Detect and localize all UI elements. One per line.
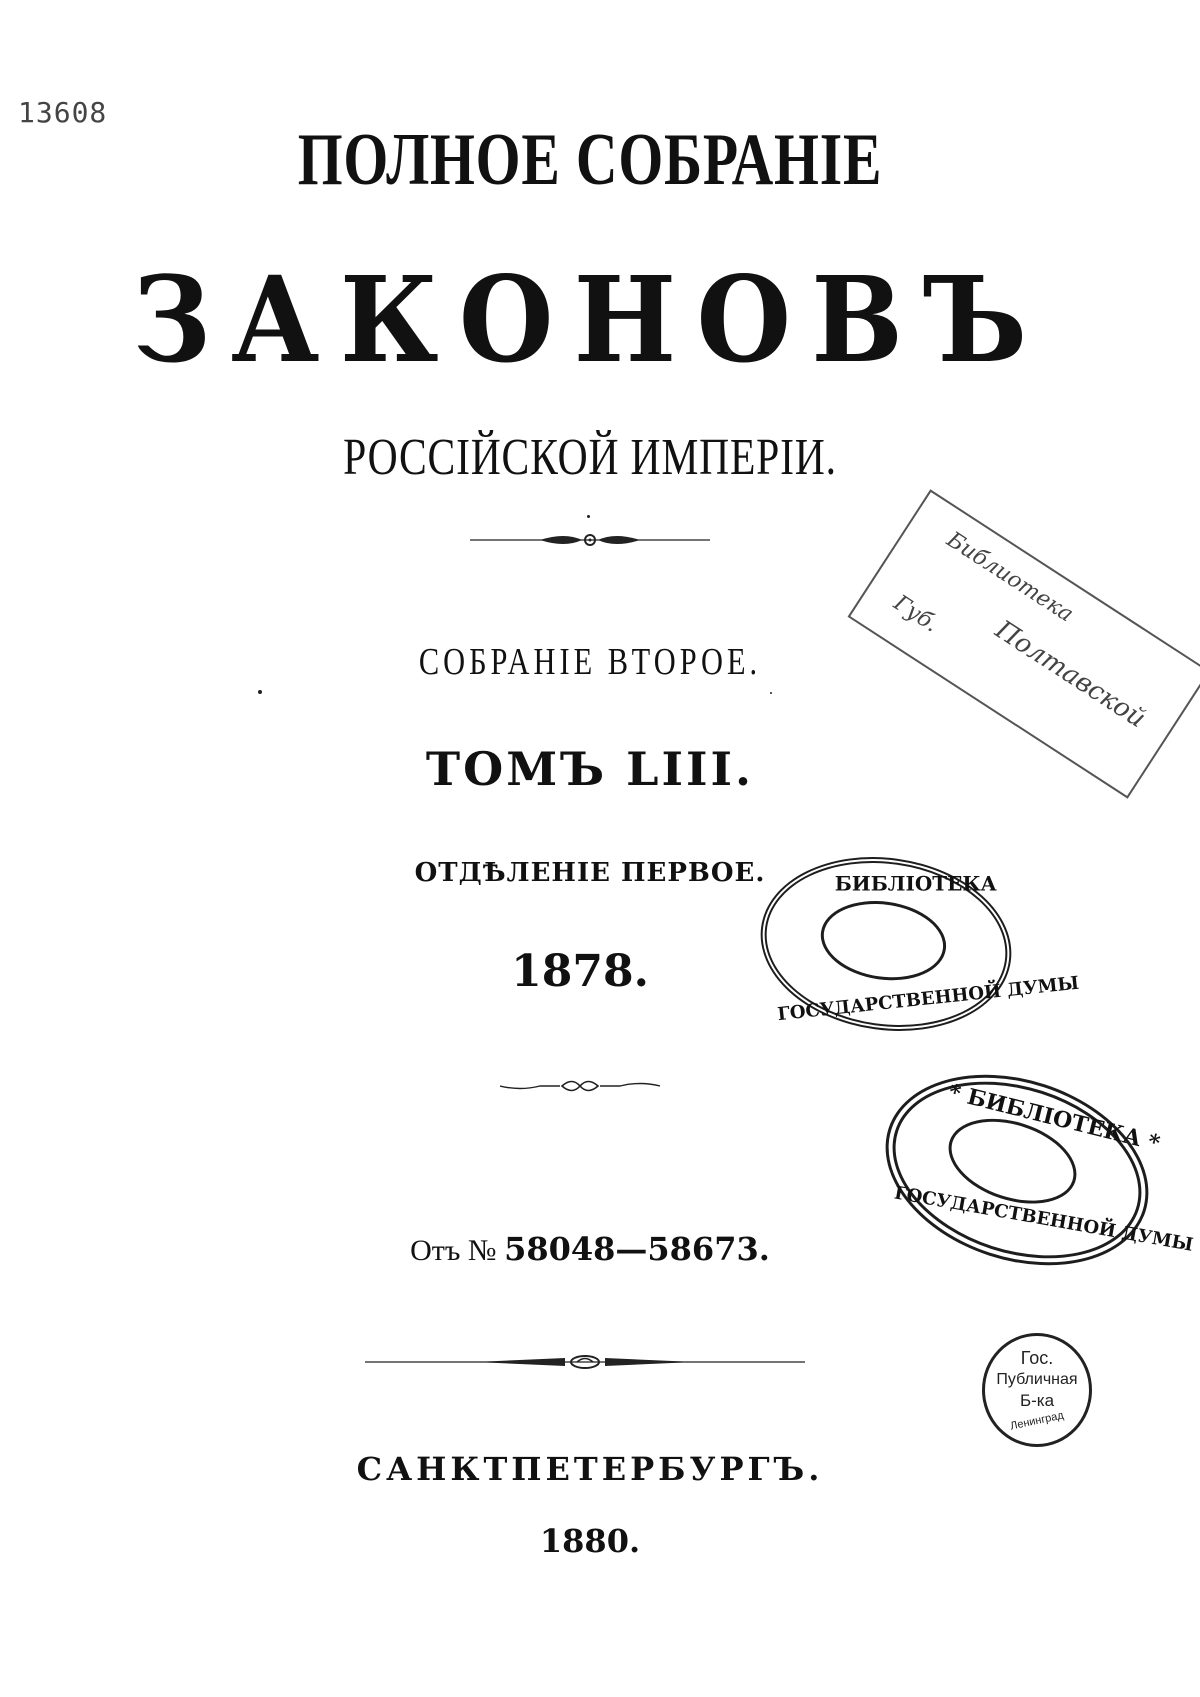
rect-stamp-line-3: Губ. (889, 590, 943, 638)
oval-2-bottom-text: ГОСУДАРСТВЕННОЙ ДУМЫ (892, 1182, 1195, 1256)
oval-1-top-text: БИБЛIОТЕКА (834, 871, 997, 896)
ink-speck (587, 515, 590, 518)
volume-label: ТОМЪ LIII. (425, 742, 755, 796)
title-line-1: ПОЛНОЕ СОБРАНIЕ (297, 119, 883, 201)
public-library-stamp (982, 1333, 1092, 1447)
ornament-divider-1 (470, 530, 710, 550)
round-stamp-line-1: Гос. (1020, 1348, 1054, 1368)
rect-stamp-line-2: Полтавской (989, 614, 1151, 735)
title-line-3: РОССIЙСКОЙ ИМПЕРIИ. (343, 429, 837, 486)
numbers-prefix: Отъ № (410, 1234, 497, 1267)
rect-stamp-line-1: Библиотека (942, 527, 1078, 628)
round-stamp-line-2: Публичная (996, 1371, 1078, 1388)
oval-stamp-inner-ring (816, 893, 952, 988)
section-label: ОТДѢЛЕНIЕ ПЕРВОЕ. (414, 858, 766, 888)
series-label: СОБРАНIЕ ВТОРОЕ. (418, 641, 762, 683)
ornament-divider-3 (365, 1352, 805, 1372)
oval-1-bottom-text: ГОСУДАРСТВЕННОЙ ДУМЫ (776, 972, 1081, 1026)
city-label: САНКТПЕТЕРБУРГЪ. (356, 1450, 824, 1488)
ink-speck (770, 692, 772, 694)
ink-speck (258, 690, 262, 694)
round-stamp-line-4: Ленинград (1009, 1409, 1065, 1433)
ornament-divider-2 (500, 1077, 660, 1095)
year-label: 1878. (511, 946, 649, 997)
title-line-2: ЗАКОНОВЪ (132, 250, 1048, 389)
inventory-number: 13608 (18, 96, 108, 129)
oval-2-top-text: * БИБЛIОТЕКА * (945, 1079, 1163, 1157)
round-stamp-line-3: Б-ка (1019, 1391, 1055, 1410)
publication-year: 1880. (539, 1522, 641, 1560)
numbers-value: 58048—58673. (504, 1230, 770, 1268)
